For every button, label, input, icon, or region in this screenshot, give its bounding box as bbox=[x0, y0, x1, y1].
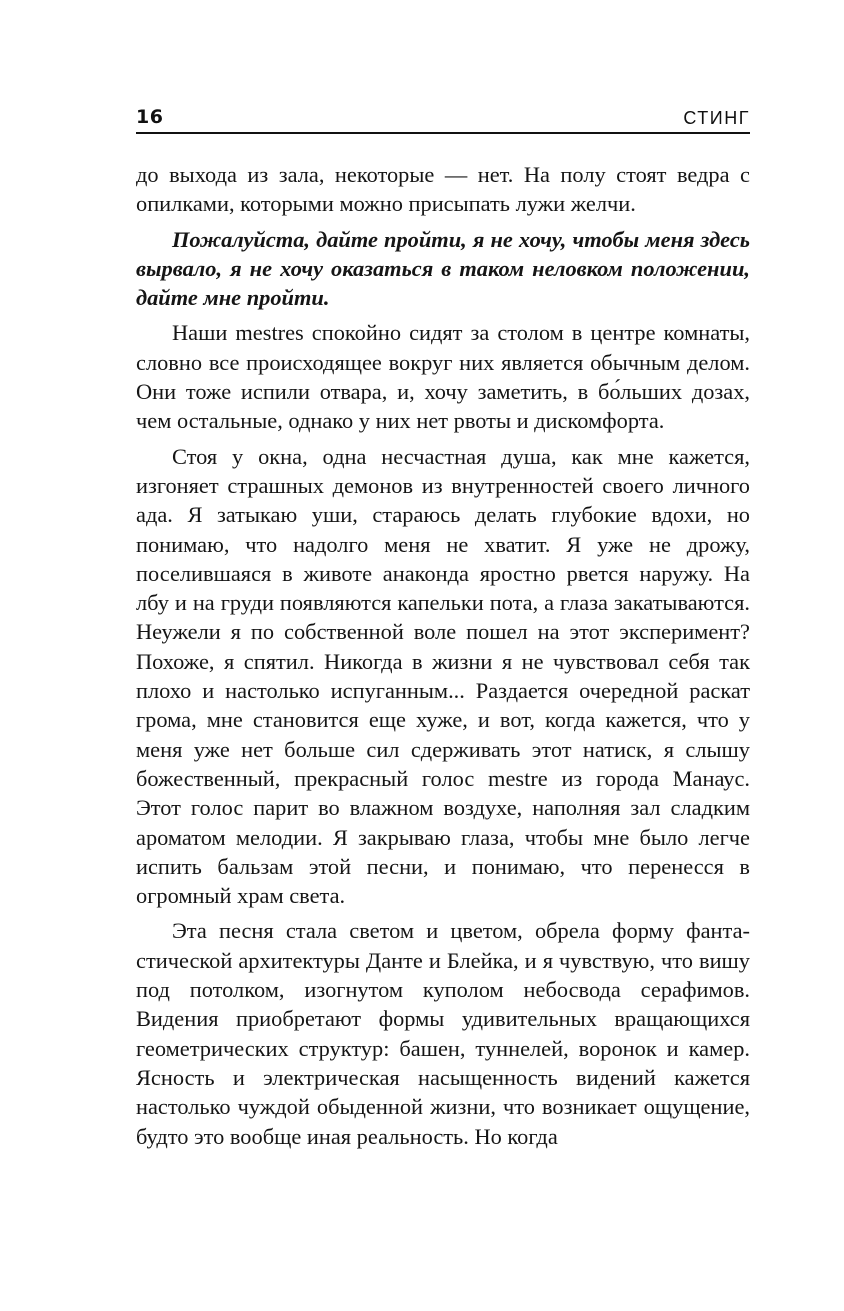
body-text bbox=[136, 160, 750, 1157]
paragraph-mestres: Наши mestres спокойно сидят за столом в центре комнаты, словно все происходящее вокруг них является обычным делом. Они тоже испили отвара, и, хочу заметить, в бо́льших дозах, чем остальные, однако у них нет рвоты и дискомфорта. bbox=[136, 320, 750, 434]
paragraph-italic-thought: Пожалуйста, дайте пройти, я не хочу, чтобы меня здесь вырвало, я не хочу оказаться в таком неловком положении, дайте мне пройти. bbox=[136, 226, 750, 311]
page-number: 16 bbox=[136, 106, 164, 128]
header-rule bbox=[136, 132, 750, 134]
paragraph-window: Стоя у окна, одна несчастная душа, как мне кажется, изгоняет страшных демонов из внутренностей своего личного ада. Я затыкаю уши, стараюсь делать глубокие вдохи, но понимаю, что надолго меня не хватит. Я уже не дрожу, поселившаяся в животе анаконда яростно рвется наружу. На лбу и на груди появляются капельки пота, а глаза закатываются. Неужели я по собственной воле пошел на этот эксперимент? Похоже, я спятил. Никогда в жизни я не чувствовал себя так плохо и настолько испуганным... Раздается очередной раскат грома, мне становится еще хуже, и вот, когда кажется, что у меня уже нет больше сил сдерживать этот натиск, я слышу божественный, прекрасный голос mestre из города Манаус. Этот голос парит во влажном воздухе, наполняя зал сладким ароматом мелодии. Я закрываю глаза, чтобы мне было легче испить бальзам этой песни, и понимаю, что перенесся в огромный храм света. bbox=[136, 443, 750, 909]
paragraph-song: Эта песня стала светом и цветом, обрела форму фантастической архитектуры Данте и Блейка, и я чувствую, что вишу под потолком, изогнутом куполом небосвода серафимов. Видения приобретают формы удивительных вращающихся геометрических структур: башен, туннелей, воронок и камер. Ясность и электрическая насыщенность видений кажется настолько чуждой обыденной жизни, что возникает ощущение, будто это вообще иная реальность. Но когда bbox=[136, 918, 750, 1149]
paragraph-continuation: до выхода из зала, некоторые — нет. На полу стоят ведра с опилками, которыми можно присыпать лужи желчи. bbox=[136, 162, 750, 217]
page-header bbox=[136, 106, 750, 134]
running-title: СТИНГ bbox=[683, 108, 750, 128]
